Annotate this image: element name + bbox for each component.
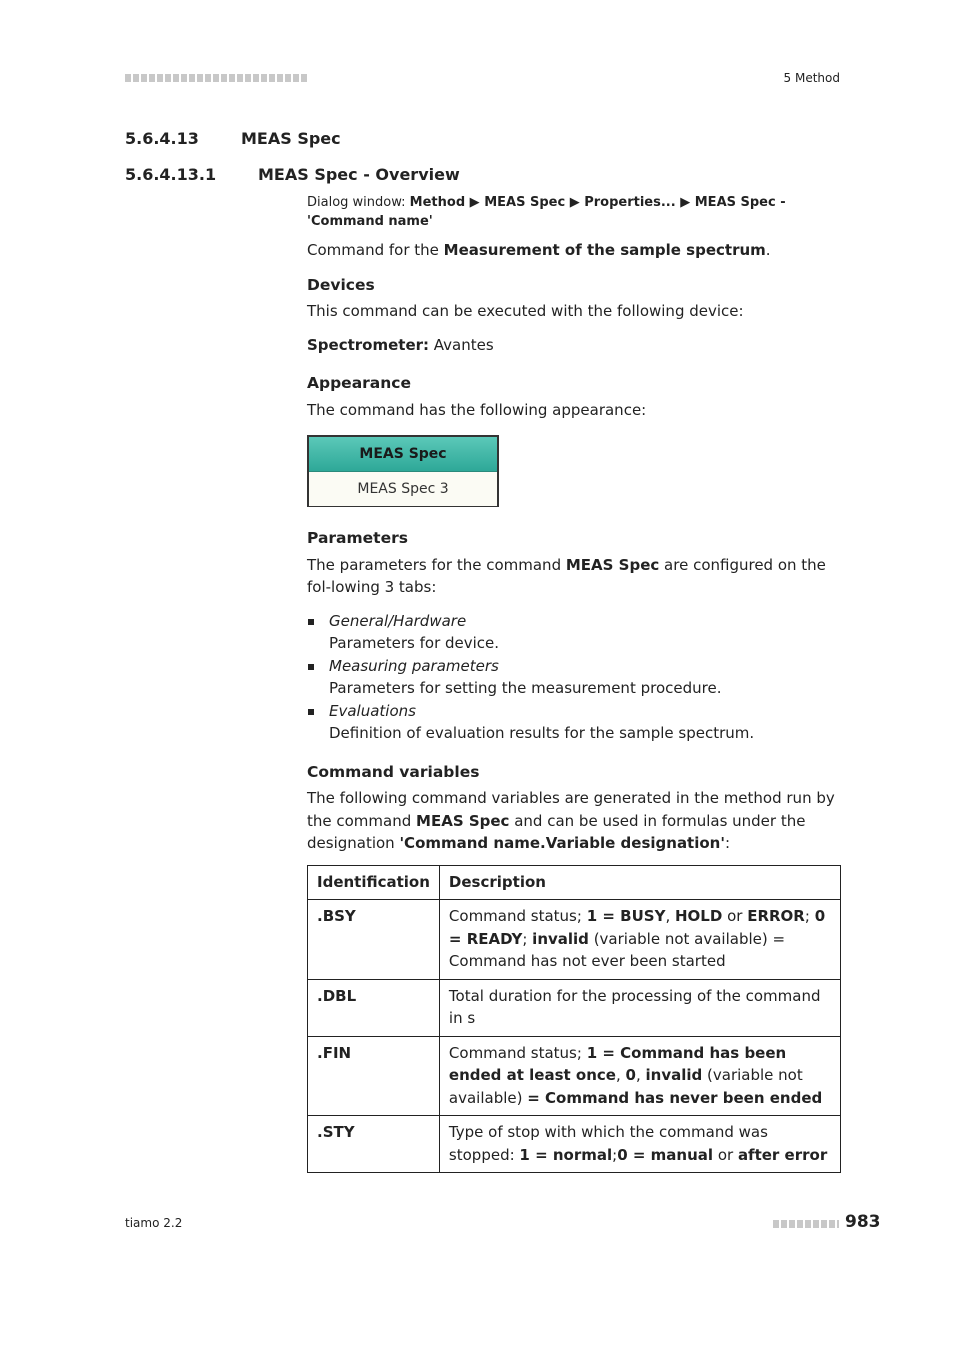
col-identification: Identification [308,865,440,900]
device-value: Avantes [429,335,494,354]
parameters-text [307,554,841,599]
col-description: Description [439,865,840,900]
parameters-pre: The parameters for the command [307,555,566,574]
var-desc [439,900,840,980]
footer-decoration [773,1220,839,1228]
variables-text [307,787,841,855]
tab-list [307,610,841,745]
desc-bold: 0 = READY [448,907,826,948]
variables-table [307,865,841,1174]
section-number: 5.6.4.13 [125,129,199,148]
desc-text: ; [522,929,533,948]
dialog-path-command: MEAS Spec [484,195,566,210]
desc-bold: after error [737,1145,828,1164]
device-spec [307,334,841,357]
device-label: Spectrometer: [307,335,430,354]
devices-text: This command can be executed with the following device: [307,302,744,320]
command-box-title: MEAS Spec [309,437,497,472]
variables-mid: and can be used in formulas under the designation [307,811,806,852]
header-chapter: 5 Method [783,71,840,85]
desc-bold: = Command has never been ended [527,1088,823,1107]
intro-post: . [765,241,771,259]
parameters-post: are configured on the fol-lowing 3 tabs: [307,555,826,596]
subsection-title: MEAS Spec - Overview [258,165,460,184]
desc-text: , [665,907,675,925]
table-row [308,979,841,1036]
variables-heading: Command variables [307,762,480,781]
dialog-path-window: MEAS Spec - 'Command name' [307,195,786,229]
desc-text: Command status; [448,907,587,925]
dialog-prefix: Dialog window: [307,195,410,210]
desc-text: , [635,1066,646,1084]
tab-name: Evaluations [329,701,416,720]
desc-bold: invalid [532,929,589,948]
var-id: .BSY [308,900,440,980]
tab-desc: Parameters for setting the measurement procedure. [329,679,722,697]
desc-text: or [713,1145,738,1164]
desc-text: ; [612,1145,618,1164]
variables-post: : [724,834,731,852]
var-desc [439,1116,840,1173]
path-separator: ▶ [675,195,695,210]
variables-bold2: 'Command name.Variable designation' [399,834,725,852]
tab-desc: Definition of evaluation results for the sample spectrum. [329,724,755,742]
intro-bold: Measurement of the sample spectrum [443,241,766,259]
var-id: .FIN [308,1036,440,1116]
list-item [307,700,841,745]
parameters-heading: Parameters [307,529,408,547]
desc-text: or [722,907,748,925]
desc-text: Type of stop with which the command was stopped: [448,1123,768,1164]
desc-text: Command status; [448,1043,587,1062]
intro-pre: Command for the [307,241,444,259]
main-content [307,193,841,1173]
dialog-path-method: Method [409,195,466,210]
subsection-heading [125,165,460,184]
tab-name: General/Hardware [329,611,467,630]
var-id: .STY [308,1116,440,1173]
footer-product: tiamo 2.2 [125,1216,183,1230]
path-separator: ▶ [465,195,485,210]
page-number: 983 [845,1212,881,1232]
header-decoration [125,74,307,82]
section-heading [125,129,341,148]
section-title: MEAS Spec [241,129,341,148]
desc-bold: 0 = manual [617,1145,714,1164]
subsection-number: 5.6.4.13.1 [125,165,217,184]
devices-heading: Devices [307,275,375,294]
desc-bold: invalid [645,1066,703,1084]
dialog-path [307,193,841,231]
table-row [308,1036,841,1116]
intro-text [307,239,841,262]
command-appearance-box [307,435,499,507]
table-header-row [308,865,841,900]
var-id: .DBL [308,979,440,1036]
var-desc [439,1036,840,1116]
desc-bold: 0 [625,1066,636,1084]
table-row [308,1116,841,1173]
tab-name: Measuring parameters [329,656,499,675]
desc-bold: ERROR [747,907,805,925]
desc-bold: 1 = normal [519,1145,613,1164]
desc-text: , [615,1066,626,1084]
desc-text: (variable not available) = Command has not ever been started [448,929,786,970]
parameters-bold: MEAS Spec [565,555,660,574]
tab-desc: Parameters for device. [329,634,500,652]
path-separator: ▶ [565,195,585,210]
list-item [307,655,841,700]
appearance-heading: Appearance [307,374,411,392]
table-row [308,900,841,980]
desc-bold: 1 = Command has been ended at least once [448,1043,787,1084]
dialog-path-properties: Properties... [584,195,676,210]
variables-bold1: MEAS Spec [416,811,510,830]
desc-text: (variable not available) [448,1066,803,1107]
desc-bold: 1 = BUSY [586,907,666,925]
appearance-text: The command has the following appearance: [307,400,647,419]
variables-pre: The following command variables are generated in the method run by the command [307,789,835,830]
var-desc: Total duration for the processing of the command in s [439,979,840,1036]
desc-bold: HOLD [674,907,723,925]
desc-text: ; [804,907,815,925]
list-item [307,610,841,655]
command-box-name: MEAS Spec 3 [309,472,497,506]
